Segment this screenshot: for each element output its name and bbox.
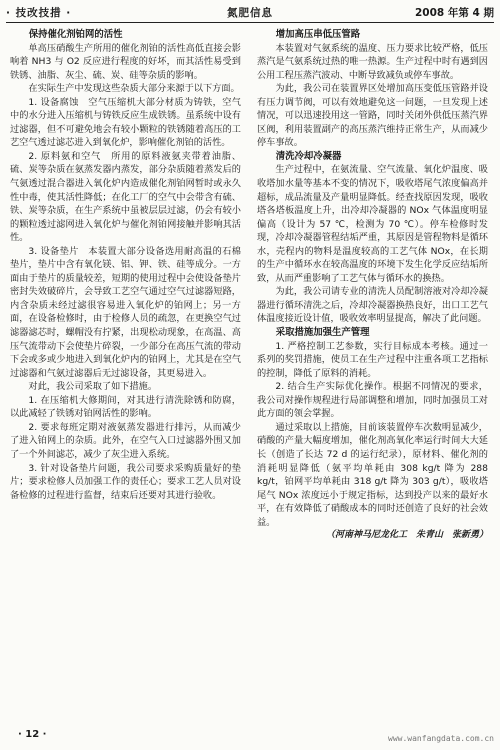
paragraph: 1. 设备腐蚀 空气压缩机大部分材质为铸铁，空气中的水分进入压缩机与铸铁反应生成铁锈。虽系统中设有过滤器，但不可避免地会有较小颗粒的铁锈随着高压的工艺空气透过滤芯进入到氧化炉，影响催化剂铂的活性。	[10, 96, 241, 149]
paragraph: 为此，我公司请专业的清洗人员配制溶液对冷却冷凝器进行循环清洗之后，冷却冷凝器换热良好，出口工艺气体温度接近设计值，吸收效率明显提高，解决了此问题。	[257, 286, 488, 325]
left-column	[10, 28, 241, 713]
paragraph: 通过采取以上措施，目前该装置停车次数明显减少，硝酸的产量大幅度增加，催化剂高氧化率运行时间大大延长（创造了长达 72 d 的运行纪录），原材料、催化剂的消耗明显降低（氨平均单耗由 308 kg/t 降为 288 kg/t，铂网平均单耗由 318 g/t 降为 303 g/t），吸收塔尾气 NOx 浓度远小于规定指标，达到投产以来的最好水平，在有效降低了硝酸成本的同时还创造了良好的社会效益。	[257, 421, 488, 528]
heading-condenser: 清洗冷却冷凝器	[275, 150, 342, 162]
paragraph: 为此，我公司在装置界区处增加高压变低压管路并设有压力调节阀，可以有效地避免这一问题，一旦发现上述情况，可以迅速投用这一管路，同时关闭外供低压蒸汽界区阀，利用装置副产的高压蒸汽维持正常生产，从而减少停车事故。	[257, 83, 488, 149]
paragraph: 单高压硝酸生产所用的催化剂铂的活性高低直接会影响着 NH3 与 O2 反应进行程度的好坏，而其活性易受到铁锈、油脂、灰尘、硫、炭、硅等杂质的影响。	[10, 42, 241, 81]
paragraph: 2. 结合生产实际优化操作。根据不同情况的要求，我公司对操作规程进行局部调整和增加，同时加强员工对此方面的领会掌握。	[257, 381, 488, 420]
right-column	[257, 28, 488, 713]
heading-pressure-pipeline: 增加高压串低压管路	[275, 29, 361, 40]
page-header	[6, 2, 494, 23]
watermark: www.wanfangdata.com.cn	[388, 734, 494, 743]
paragraph: 2. 要求每班定期对液氨蒸发器进行排污，从而减少了进入铂网上的杂质。此外，在空气入口过滤器外围又加了一个外间滤芯，减少了灰尘进入系统。	[10, 421, 241, 460]
paragraph: 1. 严格控制工艺参数，实行目标成本考核。通过一系列的奖罚措施，使员工在生产过程中注重各项工艺指标的控制，降低了原料的消耗。	[257, 340, 488, 379]
page-number: · 12 ·	[18, 729, 47, 740]
paragraph: 本装置对气氨系统的温度、压力要求比较严格，低压蒸汽是气氨系统过热的唯一热源。生产过程中时有遇到因公用工程压蒸汽波动、中断导致减负或停车事故。	[257, 42, 488, 81]
section-label: · 技改技措 ·	[6, 7, 72, 19]
paragraph: 3. 设备垫片 本装置大部分设备选用耐高温的石棉垫片，垫片中含有氧化镁、铝、钾、铁、硅等成分。一方面由于垫片的质量较差，短期的使用过程中会使设备垫片密封失效破碎片，会导致工艺空气通过空气过滤器短路，内含杂质未经过滤很容易进入氧化炉的铂网上；另一方面，在设备检修时，由于检修人员的疏忽，在更换空气过滤器滤芯时，螺帽没有拧紧，出现松动现象，在高温、高压气流带动下会使垫片碎裂，一少部分在高压气流的带动下会或多或少地进入到氧化炉内的铂网上，尤其是在空气过滤器和气氨过滤器后无过滤设备，其更易进入。	[10, 245, 241, 379]
heading-catalyst: 保持催化剂铂网的活性	[28, 29, 123, 40]
paragraph: 对此，我公司采取了如下措施。	[28, 381, 158, 393]
paragraph: 在实际生产中发现这些杂质大部分来源于以下方面。	[28, 83, 240, 95]
paragraph: 生产过程中，在氨流量、空气流量、氧化炉温度、吸收塔加水量等基本不变的情况下，吸收塔尾气浓度偏高并超标，成品流量及产量明显降低。经查找原因发现，吸收塔各塔板温度上升，出冷却冷凝器的 NOx 气体温度明显偏高（设计为 57 ℃，检测为 70 ℃）。停车检修时发现，冷却冷凝器管程结垢严重，其原因是管程物料是循环水，壳程内的物料是温度较高的工艺气体 NOx，在长期的生产中循环水在较高温度的环境下发生化学反应结垢所致，从而严重影响了工艺气体与循环水的换热。	[257, 164, 488, 284]
author-signature: （河南神马尼龙化工 朱青山 张新勇）	[325, 530, 488, 541]
paragraph: 1. 在压缩机大修期间，对其进行清洗除锈和防腐，以此减轻了铁锈对铂网活性的影响。	[10, 394, 241, 420]
paragraph: 3. 针对设备垫片问题，我公司要求采购质量好的垫片；要求检修人员加强工作的责任心；要求工艺人员对设备检修的过程进行监督，结束后还要对其进行验收。	[10, 462, 241, 501]
issue-label: 2008 年第 4 期	[415, 7, 494, 19]
paragraph: 2. 原料氨和空气 所用的原料液氨夹带着油脂、硫、炭等杂质在氨蒸发器内蒸发，部分杂质随着蒸发后的气氨透过混合器进入氧化炉内造成催化剂铂网暂时或永久性中毒，使其活性降低；在化工厂的空气中会带含有硫、铁、炭等杂质，在生产系统中虽被层层过滤，仍会有较小的颗粒透过滤网进入氧化炉与催化剂铂网接触并影响其活性。	[10, 150, 241, 244]
journal-title: 氮肥信息	[227, 7, 273, 19]
heading-management: 采取措施加强生产管理	[275, 327, 370, 339]
